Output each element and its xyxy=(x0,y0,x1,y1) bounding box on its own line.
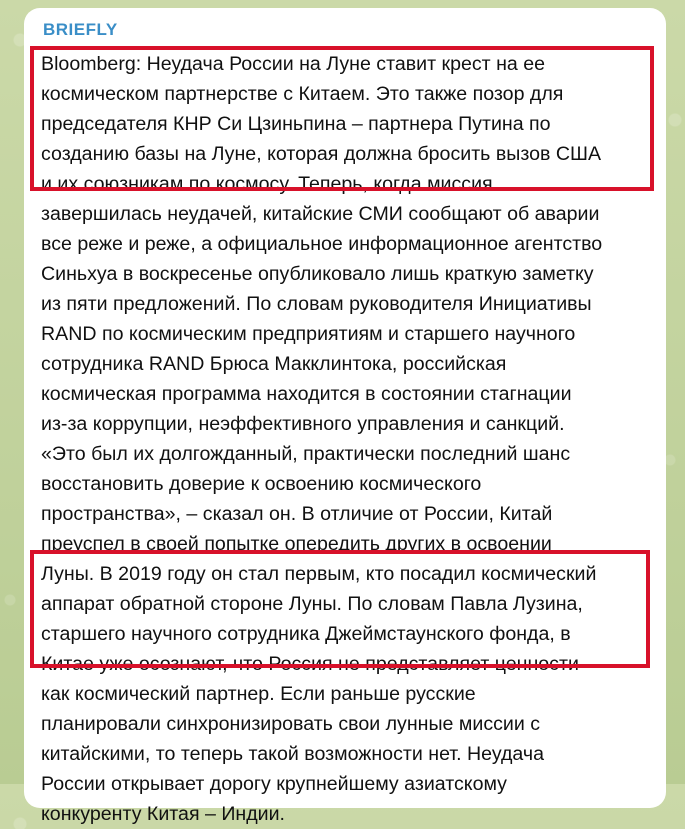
message-line: конкуренту Китая – Индии. xyxy=(41,803,286,825)
message-line: Bloomberg: Неудача России на Луне ставит крест на ее xyxy=(41,53,546,75)
message-line: все реже и реже, а официальное информационное агентство xyxy=(41,233,603,255)
message-line: старшего научного сотрудника Джеймстаунского фонда, в xyxy=(41,623,571,645)
message-line: созданию базы на Луне, которая должна бросить вызов США xyxy=(41,143,602,165)
message-line: «Это был их долгожданный, практически последний шанс xyxy=(41,443,571,465)
message-line: как космический партнер. Если раньше русские xyxy=(41,683,476,705)
message-line: сотрудника RAND Брюса Макклинтока, российская xyxy=(41,353,507,375)
message-line: и их союзникам по космосу. Теперь, когда миссия xyxy=(41,173,493,195)
message-line: Китае уже осознают, что Россия не представляет ценности xyxy=(41,653,579,675)
message-line: из-за коррупции, неэффективного управления и санкций. xyxy=(41,413,565,435)
message-line: преуспел в своей попытке опередить других в освоении xyxy=(41,533,552,555)
message-line: космическом партнерстве с Китаем. Это также позор для xyxy=(41,83,564,105)
message-line: Синьхуа в воскресенье опубликовало лишь краткую заметку xyxy=(41,263,594,285)
message-line: аппарат обратной стороне Луны. По словам Павла Лузина, xyxy=(41,593,583,615)
message-line: планировали синхронизировать свои лунные миссии с xyxy=(41,713,541,735)
message-line: RAND по космическим предприятиям и старшего научного xyxy=(41,323,576,345)
message-line: председателя КНР Си Цзиньпина – партнера Путина по xyxy=(41,113,551,135)
message-text xyxy=(41,49,653,829)
message-line: пространства», – сказал он. В отличие от России, Китай xyxy=(41,503,553,525)
message-line: завершилась неудачей, китайские СМИ сообщают об аварии xyxy=(41,203,600,225)
channel-name[interactable]: BRIEFLY xyxy=(43,20,118,39)
message-line: из пяти предложений. По словам руководителя Инициативы xyxy=(41,293,592,315)
message-line: китайскими, то теперь такой возможности нет. Неудача xyxy=(41,743,544,765)
message-line: восстановить доверие к освоению космического xyxy=(41,473,482,495)
message-line: Луны. В 2019 году он стал первым, кто посадил космический xyxy=(41,563,597,585)
message-line: космическая программа находится в состоянии стагнации xyxy=(41,383,572,405)
message-line: России открывает дорогу крупнейшему азиатскому xyxy=(41,773,507,795)
